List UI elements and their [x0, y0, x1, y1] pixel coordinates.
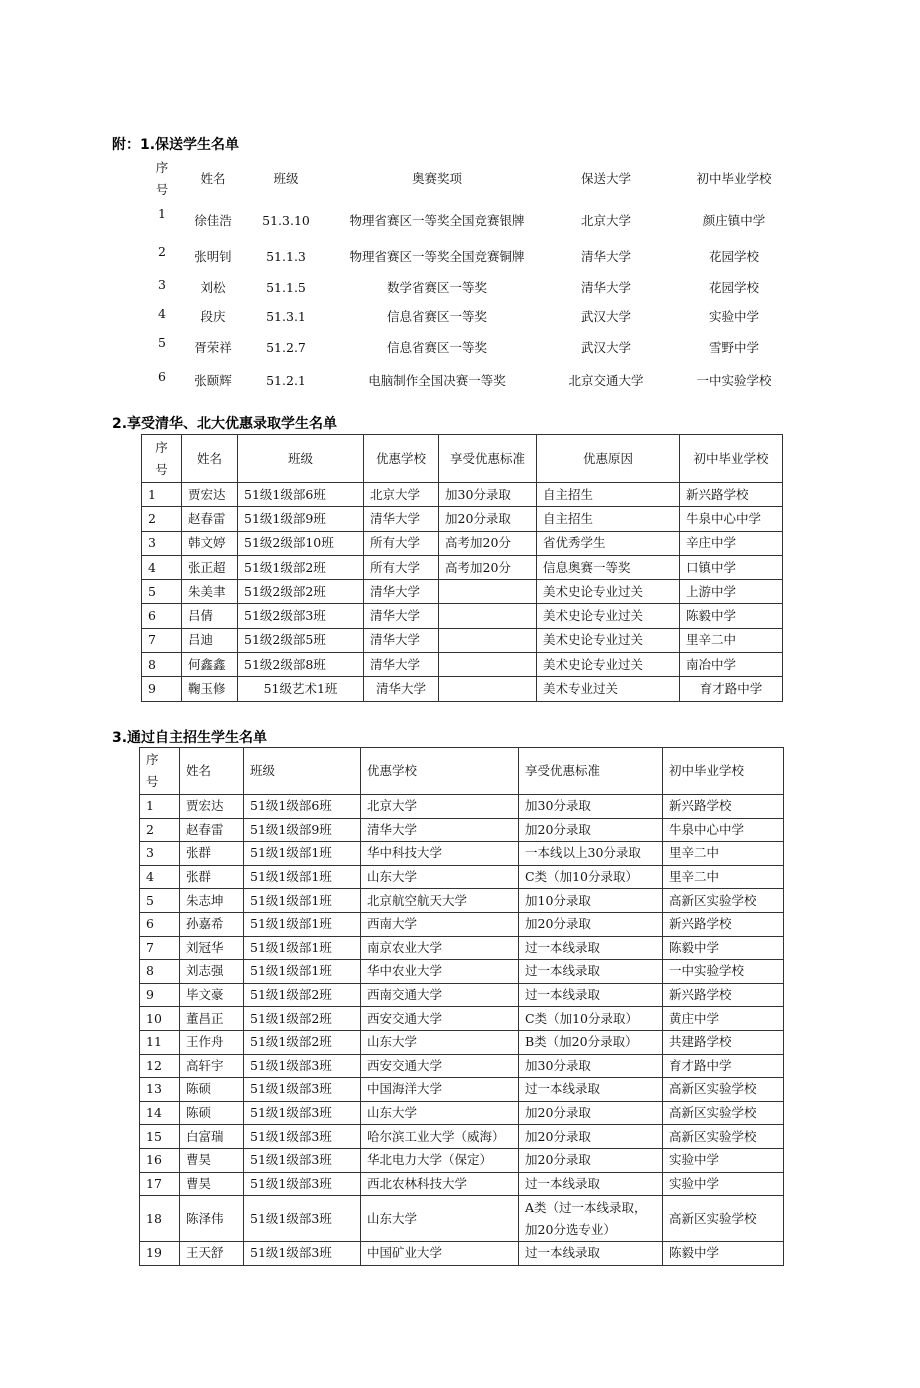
table-cell: 51.1.5 — [266, 279, 306, 295]
table-cell: 牛泉中心中学 — [663, 818, 784, 842]
table-cell: 一中实验学校 — [696, 373, 772, 388]
section1-title: 附：1.保送学生名单 — [112, 137, 240, 153]
table-cell: 10 — [140, 1007, 180, 1031]
table-cell: 电脑制作全国决赛一等奖 — [368, 373, 506, 388]
table-cell: B类（加20分录取） — [519, 1030, 663, 1054]
table-row — [140, 865, 784, 889]
table-cell: 南京农业大学 — [361, 936, 519, 960]
table-cell: 贾宏达 — [180, 795, 244, 819]
independent-enrollment-table — [139, 747, 784, 1266]
column-header: 序 号 — [155, 160, 169, 197]
table-cell: 51级1级部3班 — [244, 1242, 361, 1266]
table-row — [140, 818, 784, 842]
table-cell: 朱志坤 — [180, 889, 244, 913]
recommended-students-table — [140, 156, 800, 397]
table-cell: 清华大学 — [364, 604, 439, 628]
table-cell: 赵春雷 — [182, 507, 238, 531]
table-cell: 刘松 — [200, 279, 226, 295]
column-header: 优惠学校 — [364, 435, 439, 483]
table-cell: 贾宏达 — [182, 483, 238, 507]
table-cell: 过一本线录取 — [519, 983, 663, 1007]
table-cell: 花园学校 — [708, 248, 759, 264]
table-row — [140, 912, 784, 936]
table-cell — [439, 580, 537, 604]
column-header: 初中毕业学校 — [696, 171, 772, 186]
table-cell: C类（加10分录取） — [519, 865, 663, 889]
table-cell: 51级2级部2班 — [238, 580, 364, 604]
table-row — [140, 1101, 784, 1125]
table-cell: 北京航空航天大学 — [361, 889, 519, 913]
table-cell: 清华大学 — [361, 818, 519, 842]
table-cell: 刘冠华 — [180, 936, 244, 960]
column-header: 班级 — [238, 435, 364, 483]
table-cell: 省优秀学生 — [537, 531, 680, 555]
table-cell: 美术史论专业过关 — [537, 604, 680, 628]
table-cell: 过一本线录取 — [519, 936, 663, 960]
section3-title: 3.通过自主招生学生名单 — [112, 730, 268, 746]
table-row — [142, 555, 783, 579]
column-header: 班级 — [244, 748, 361, 795]
header-row — [142, 435, 783, 483]
table-row — [140, 1030, 784, 1054]
table-cell: 9 — [142, 677, 182, 701]
table-cell: 陈硕 — [180, 1078, 244, 1102]
column-header: 姓名 — [200, 171, 226, 186]
table-cell: 颜庄镇中学 — [702, 213, 766, 228]
table-cell: 物理省赛区一等奖全国竞赛银牌 — [349, 213, 525, 228]
table-cell: 清华大学 — [364, 653, 439, 677]
table-cell: 51级1级部3班 — [244, 1078, 361, 1102]
table-row — [140, 331, 800, 365]
table-cell: 51级2级部3班 — [238, 604, 364, 628]
table-cell: 武汉大学 — [580, 340, 631, 355]
table-cell: 高新区实验学校 — [663, 1125, 784, 1149]
table-row — [140, 1148, 784, 1172]
table-cell: 51.3.10 — [262, 213, 310, 228]
table-cell: 里辛二中 — [663, 865, 784, 889]
column-header: 优惠原因 — [537, 435, 680, 483]
table-row — [140, 1196, 784, 1242]
table-cell: 南冶中学 — [680, 653, 783, 677]
table-cell: 清华大学 — [580, 248, 631, 264]
table-cell: 信息奥赛一等奖 — [537, 555, 680, 579]
table-row — [140, 1078, 784, 1102]
table-cell: 11 — [140, 1030, 180, 1054]
table-cell: 6 — [142, 604, 182, 628]
table-row — [140, 795, 784, 819]
table-cell: 西北农林科技大学 — [361, 1172, 519, 1196]
table-cell: 徐佳浩 — [194, 213, 232, 228]
table-cell: 朱美聿 — [182, 580, 238, 604]
table-cell: 9 — [140, 983, 180, 1007]
table-row — [142, 483, 783, 507]
table-cell: 所有大学 — [364, 555, 439, 579]
table-cell: 8 — [140, 960, 180, 984]
table-cell: 辛庄中学 — [680, 531, 783, 555]
table-cell: 过一本线录取 — [519, 1242, 663, 1266]
table-cell: 51级1级部2班 — [244, 1030, 361, 1054]
table-cell: 数学省赛区一等奖 — [386, 279, 487, 295]
table-cell: 白富瑞 — [180, 1125, 244, 1149]
table-cell: 1 — [142, 483, 182, 507]
table-cell: 高新区实验学校 — [663, 889, 784, 913]
table-cell: 加10分录取 — [519, 889, 663, 913]
table-cell: 西安交通大学 — [361, 1054, 519, 1078]
table-cell: 加30分录取 — [519, 795, 663, 819]
table-cell: 实验中学 — [663, 1148, 784, 1172]
table-cell: 所有大学 — [364, 531, 439, 555]
section2-title: 2.享受清华、北大优惠录取学生名单 — [112, 416, 338, 432]
table-cell: 过一本线录取 — [519, 1078, 663, 1102]
table-cell: 山东大学 — [361, 1030, 519, 1054]
table-cell — [439, 677, 537, 701]
table-cell: C类（加10分录取） — [519, 1007, 663, 1031]
column-header: 保送大学 — [580, 171, 631, 186]
table-cell: 51级1级部9班 — [244, 818, 361, 842]
table-cell: 51.2.1 — [266, 373, 306, 388]
table-cell: 雪野中学 — [708, 340, 759, 355]
column-header: 初中毕业学校 — [680, 435, 783, 483]
table-cell: 中国海洋大学 — [361, 1078, 519, 1102]
table-cell: 牛泉中心中学 — [680, 507, 783, 531]
table-cell: 18 — [140, 1196, 180, 1242]
table-cell: 51级1级部3班 — [244, 1125, 361, 1149]
table-cell: 51级1级部2班 — [238, 555, 364, 579]
table-cell: 陈毅中学 — [680, 604, 783, 628]
table-cell: 6 — [140, 912, 180, 936]
table-cell: 张颐辉 — [194, 373, 232, 388]
table-cell: 51级1级部2班 — [244, 983, 361, 1007]
table-cell: 7 — [140, 936, 180, 960]
table-row — [142, 677, 783, 701]
table-cell: 过一本线录取 — [519, 1172, 663, 1196]
table-cell: 新兴路学校 — [663, 795, 784, 819]
table-cell: 15 — [140, 1125, 180, 1149]
column-header: 优惠学校 — [361, 748, 519, 795]
table-cell: 14 — [140, 1101, 180, 1125]
table-cell: 上游中学 — [680, 580, 783, 604]
table-cell: 陈毅中学 — [663, 936, 784, 960]
table-cell: 51级1级部1班 — [244, 842, 361, 866]
table-cell: 51级2级部8班 — [238, 653, 364, 677]
column-header: 享受优惠标准 — [439, 435, 537, 483]
table-cell: 口镇中学 — [680, 555, 783, 579]
table-cell: 51级1级部3班 — [244, 1054, 361, 1078]
table-cell: 物理省赛区一等奖全国竞赛铜牌 — [349, 248, 525, 264]
table-row — [142, 628, 783, 652]
table-cell: 华中科技大学 — [361, 842, 519, 866]
table-cell: 陈毅中学 — [663, 1242, 784, 1266]
table-cell: 51级艺术1班 — [238, 677, 364, 701]
table-row — [140, 1125, 784, 1149]
table-cell: 新兴路学校 — [680, 483, 783, 507]
table-cell: 曹昊 — [180, 1148, 244, 1172]
table-cell: 张群 — [180, 842, 244, 866]
table-cell: 51.2.7 — [266, 340, 306, 355]
table-cell: 51.3.1 — [266, 308, 306, 324]
table-cell: 韩文婷 — [182, 531, 238, 555]
table-cell: 山东大学 — [361, 1101, 519, 1125]
header-row — [140, 748, 784, 795]
table-cell: 吕迪 — [182, 628, 238, 652]
table-cell: 陈泽伟 — [180, 1196, 244, 1242]
table-cell: 高新区实验学校 — [663, 1078, 784, 1102]
table-cell: 清华大学 — [364, 628, 439, 652]
table-cell: 1 — [140, 795, 180, 819]
table-cell: 花园学校 — [708, 279, 759, 295]
table-row — [140, 1007, 784, 1031]
table-cell: 信息省赛区一等奖 — [386, 308, 487, 324]
table-cell: A类（过一本线录取， 加20分选专业） — [519, 1196, 663, 1242]
table-cell: 里辛二中 — [663, 842, 784, 866]
column-header: 奥赛奖项 — [411, 171, 462, 186]
table-cell: 高新区实验学校 — [663, 1196, 784, 1242]
table-cell: 自主招生 — [537, 507, 680, 531]
table-cell: 7 — [142, 628, 182, 652]
table-cell — [439, 628, 537, 652]
table-cell: 1 — [158, 206, 166, 221]
table-cell — [439, 653, 537, 677]
table-cell: 51.1.3 — [266, 248, 306, 264]
table-cell: 加20分录取 — [519, 818, 663, 842]
table-row — [140, 1172, 784, 1196]
table-row — [140, 842, 784, 866]
table-cell: 一本线以上30分录取 — [519, 842, 663, 866]
table-cell: 实验中学 — [663, 1172, 784, 1196]
column-header: 姓名 — [182, 435, 238, 483]
table-cell: 51级1级部3班 — [244, 1172, 361, 1196]
column-header: 初中毕业学校 — [663, 748, 784, 795]
table-cell: 信息省赛区一等奖 — [386, 340, 487, 355]
table-cell: 武汉大学 — [580, 308, 631, 324]
table-cell: 吕倩 — [182, 604, 238, 628]
table-cell: 北京交通大学 — [568, 373, 644, 388]
table-cell: 6 — [158, 369, 166, 384]
table-cell: 51级1级部3班 — [244, 1148, 361, 1172]
preferential-admission-table — [141, 434, 783, 702]
table-row — [140, 936, 784, 960]
table-cell: 3 — [158, 277, 166, 292]
table-cell: 16 — [140, 1148, 180, 1172]
table-cell: 北京大学 — [364, 483, 439, 507]
table-cell: 高考加20分 — [439, 555, 537, 579]
table-cell: 清华大学 — [364, 580, 439, 604]
table-cell: 北京大学 — [580, 213, 631, 228]
table-cell: 鞠玉修 — [182, 677, 238, 701]
table-cell: 加30分录取 — [519, 1054, 663, 1078]
column-header: 享受优惠标准 — [519, 748, 663, 795]
table-cell: 51级2级部5班 — [238, 628, 364, 652]
table-row — [140, 202, 800, 240]
table-cell: 51级1级部1班 — [244, 936, 361, 960]
table-cell: 5 — [142, 580, 182, 604]
table-cell: 51级1级部6班 — [238, 483, 364, 507]
table-cell: 西南交通大学 — [361, 983, 519, 1007]
table-row — [142, 653, 783, 677]
table-cell: 曹昊 — [180, 1172, 244, 1196]
table-cell: 段庆 — [200, 308, 226, 324]
table-cell: 实验中学 — [708, 308, 759, 324]
table-cell: 北京大学 — [361, 795, 519, 819]
table-row — [140, 1054, 784, 1078]
table-cell: 加20分录取 — [519, 1125, 663, 1149]
table-cell: 2 — [140, 818, 180, 842]
table-cell: 加30分录取 — [439, 483, 537, 507]
table-cell: 3 — [142, 531, 182, 555]
table-cell: 王天舒 — [180, 1242, 244, 1266]
column-header: 姓名 — [180, 748, 244, 795]
table-cell: 华中农业大学 — [361, 960, 519, 984]
table-cell: 3 — [140, 842, 180, 866]
table-cell: 毕文豪 — [180, 983, 244, 1007]
table-row — [140, 889, 784, 913]
table-row — [142, 604, 783, 628]
table-cell: 美术专业过关 — [537, 677, 680, 701]
table-cell: 51级1级部9班 — [238, 507, 364, 531]
table-cell: 美术史论专业过关 — [537, 628, 680, 652]
column-header: 班级 — [273, 171, 299, 186]
table-cell: 新兴路学校 — [663, 983, 784, 1007]
table-row — [140, 302, 800, 331]
table-cell: 张正超 — [182, 555, 238, 579]
table-row — [142, 531, 783, 555]
table-cell: 赵春雷 — [180, 818, 244, 842]
table-cell: 山东大学 — [361, 865, 519, 889]
table-cell: 清华大学 — [364, 677, 439, 701]
table-cell: 8 — [142, 653, 182, 677]
table-cell: 美术史论专业过关 — [537, 653, 680, 677]
table-cell: 高新区实验学校 — [663, 1101, 784, 1125]
table-cell — [439, 604, 537, 628]
table-cell: 过一本线录取 — [519, 960, 663, 984]
table-cell: 美术史论专业过关 — [537, 580, 680, 604]
table-cell: 胥荣祥 — [194, 340, 232, 355]
table-cell: 51级2级部10班 — [238, 531, 364, 555]
table-row — [142, 507, 783, 531]
table-cell: 51级1级部1班 — [244, 912, 361, 936]
table-cell: 刘志强 — [180, 960, 244, 984]
table-cell: 董昌正 — [180, 1007, 244, 1031]
table-cell: 13 — [140, 1078, 180, 1102]
table-cell: 新兴路学校 — [663, 912, 784, 936]
table-cell: 西南大学 — [361, 912, 519, 936]
table-cell: 5 — [140, 889, 180, 913]
table-cell: 2 — [142, 507, 182, 531]
table-cell: 山东大学 — [361, 1196, 519, 1242]
table-cell: 51级1级部2班 — [244, 1007, 361, 1031]
table-row — [140, 273, 800, 302]
column-header: 序 号 — [140, 748, 180, 795]
table-cell: 张明钊 — [194, 248, 232, 264]
table-cell: 育才路中学 — [680, 677, 783, 701]
table-cell: 加20分录取 — [519, 1101, 663, 1125]
table-cell: 中国矿业大学 — [361, 1242, 519, 1266]
table-row — [140, 983, 784, 1007]
table-cell: 51级1级部1班 — [244, 960, 361, 984]
table-cell: 育才路中学 — [663, 1054, 784, 1078]
table-cell: 何鑫鑫 — [182, 653, 238, 677]
table-cell: 王作舟 — [180, 1030, 244, 1054]
header-row — [140, 156, 800, 202]
table-row — [140, 1242, 784, 1266]
table-cell: 高轩宇 — [180, 1054, 244, 1078]
table-row — [140, 365, 800, 397]
table-cell: 孙嘉希 — [180, 912, 244, 936]
table-cell: 51级1级部3班 — [244, 1101, 361, 1125]
table-cell: 19 — [140, 1242, 180, 1266]
table-cell: 17 — [140, 1172, 180, 1196]
table-cell: 清华大学 — [364, 507, 439, 531]
table-cell: 加20分录取 — [519, 1148, 663, 1172]
table-cell: 51级1级部1班 — [244, 865, 361, 889]
table-cell: 加20分录取 — [439, 507, 537, 531]
table-cell: 清华大学 — [580, 279, 631, 295]
table-cell: 一中实验学校 — [663, 960, 784, 984]
table-cell: 51级1级部6班 — [244, 795, 361, 819]
table-cell: 4 — [140, 865, 180, 889]
table-cell: 陈硕 — [180, 1101, 244, 1125]
table-cell: 51级1级部1班 — [244, 889, 361, 913]
table-cell: 4 — [142, 555, 182, 579]
table-cell: 51级1级部3班 — [244, 1196, 361, 1242]
table-cell: 哈尔滨工业大学（威海） — [361, 1125, 519, 1149]
table-cell: 高考加20分 — [439, 531, 537, 555]
table-cell: 华北电力大学（保定） — [361, 1148, 519, 1172]
table-cell: 2 — [158, 244, 166, 259]
table-cell: 张群 — [180, 865, 244, 889]
table-cell: 里辛二中 — [680, 628, 783, 652]
table-cell: 4 — [158, 306, 166, 321]
table-cell: 自主招生 — [537, 483, 680, 507]
table-cell: 12 — [140, 1054, 180, 1078]
table-row — [140, 960, 784, 984]
table-cell: 西安交通大学 — [361, 1007, 519, 1031]
table-cell: 共建路学校 — [663, 1030, 784, 1054]
table-cell: 5 — [158, 335, 166, 350]
table-row — [142, 580, 783, 604]
table-row — [140, 240, 800, 273]
table-cell: 加20分录取 — [519, 912, 663, 936]
table-cell: 黄庄中学 — [663, 1007, 784, 1031]
column-header: 序 号 — [142, 435, 182, 483]
